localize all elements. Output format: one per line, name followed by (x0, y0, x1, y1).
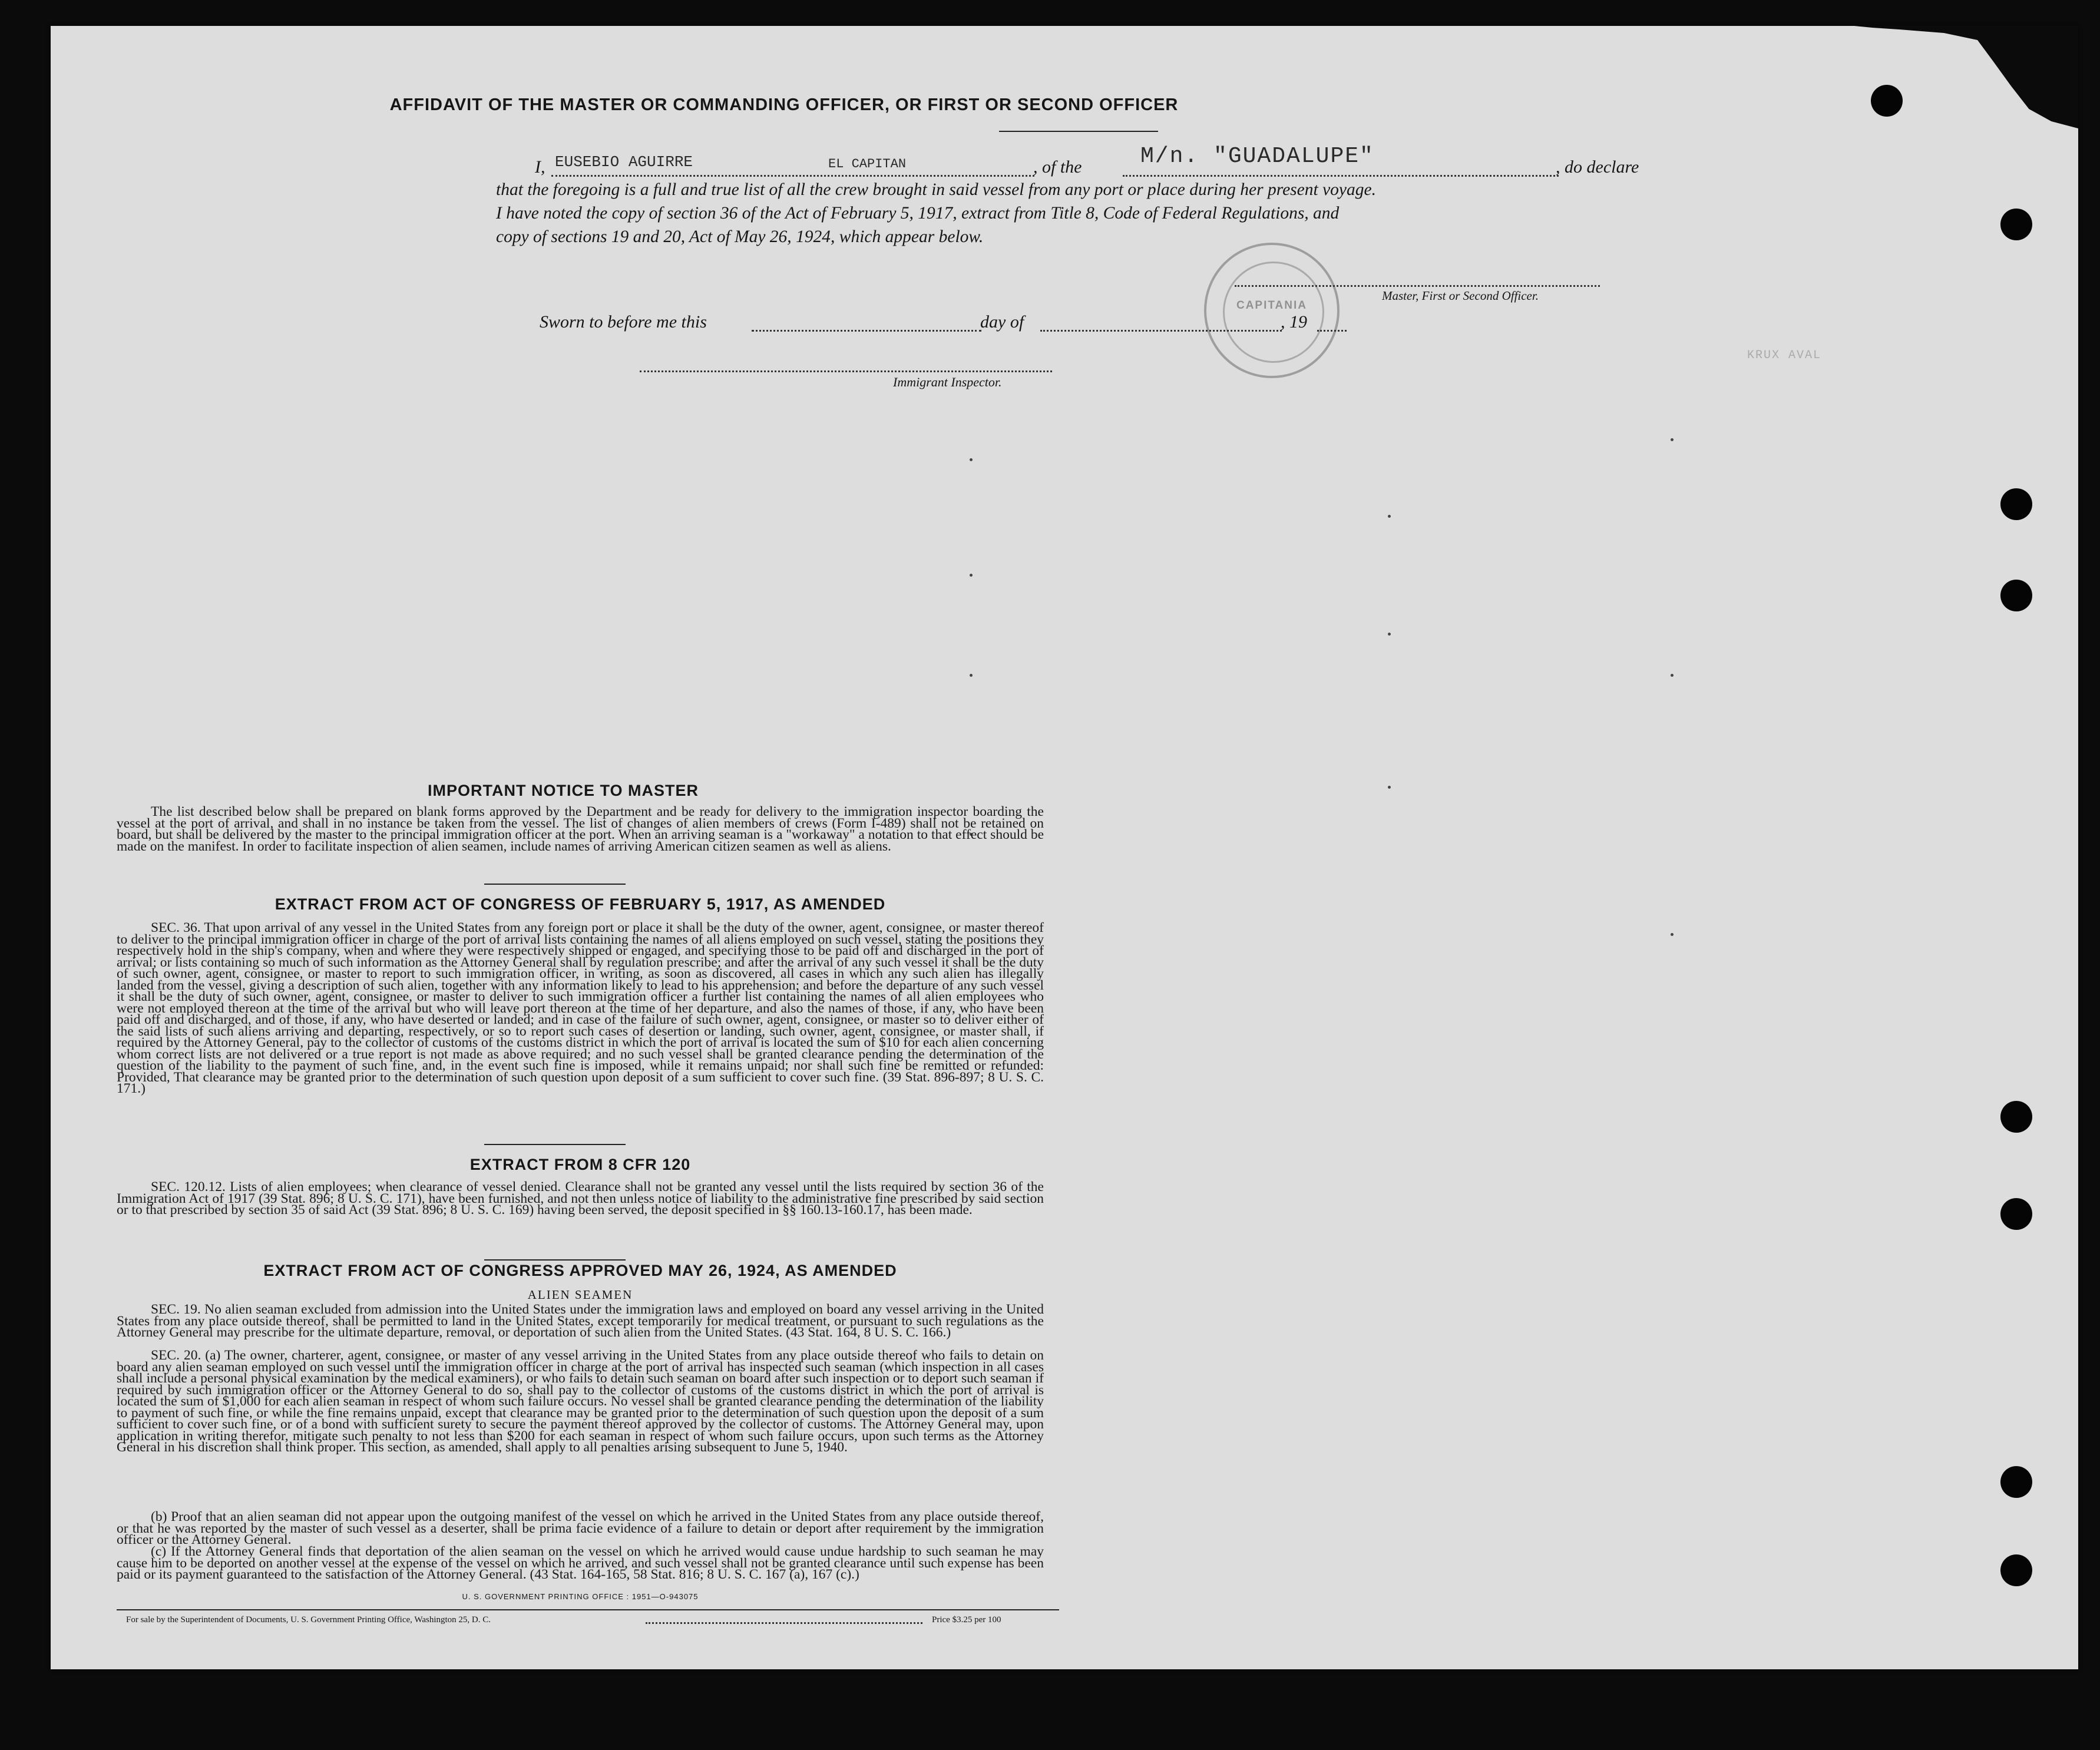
alien-seamen-subtitle: ALIEN SEAMEN (527, 1288, 633, 1302)
punch-hole (2000, 580, 2032, 611)
affidavit-line2: that the foregoing is a full and true list of all the crew brought in said vessel from any port or place during her present voyage. (496, 180, 1376, 199)
extract-1917-text: SEC. 36. That upon arrival of any vessel in the United States from any foreign port or place it shall be the duty of the owner, agent, consignee, or master thereof to deliver to the principal immigration officer in charge of the port of arrival lists containing the names of all aliens employed on such vessel, stating the positions they respectively hold in the ship's company, when and where they were respectively shipped or engaged, and specifying those to be paid off and discharged in the port of arrival; or lists containing so much of such information as the Attorney General shall by regulation prescribe; and after the arrival of any such vessel it shall be the duty of such owner, agent, consignee, or master to report to such immigration officer, in writing, as soon as discovered, all cases in which any such alien has illegally landed from the vessel, giving a description of such alien, together with any information likely to lead to his apprehension; and before the departure of any such vessel it shall be the duty of such owner, agent, consignee, or master to deliver to such immigration officer a further list containing the names of all alien employees who were not employed thereon at the time of the arrival but who will leave port thereon at the time of her departure, and also the names of those, if any, who have been paid off and discharged, and of those, if any, who have deserted or landed; and in case of the failure of such owner, agent, consignee, or master so to deliver either of the said lists of such aliens arriving and departing, respectively, or so to report such cases of desertion or landing, such owner, agent, consignee, or master shall, if required by the Attorney General, pay to the collector of customs of the customs district in which the port of arrival is located the sum of $10 for each alien concerning whom correct lists are not delivered or a true report is not made as above required; and no such vessel shall be granted clearance pending the determination of the question of the liability to the payment of such fine, and, in the event such fine is imposed, while it remains unpaid; nor shall such fine be remitted or refunded: Provided, That clearance may be granted prior to the determination of such question upon deposit of a sum sufficient to cover such fine. (39 Stat. 896-897; 8 U. S. C. 171.) (117, 920, 1044, 1096)
dot-mark (970, 458, 973, 461)
year-line (1317, 330, 1347, 332)
master-label: Master, First or Second Officer. (1382, 289, 1539, 303)
name-line (551, 175, 1034, 177)
notice-text: The list described below shall be prepared on blank forms approved by the Department and be ready for delivery to the immigration inspector boarding the vessel at the port of arrival, and shall in no instance be taken from the vessel. The list of changes of alien members of crews (Form I-489) shall not be retained on board, but shall be delivered by the master to the principal immigration officer at the port. When an arriving seaman is a "workaway" a notation to that effect should be made on the manifest. In order to facilitate inspection of alien seamen, include names of arriving American citizen seamen as well as aliens. (117, 804, 1044, 854)
dot-mark (1671, 933, 1674, 936)
affidavit-title: AFFIDAVIT OF THE MASTER OR COMMANDING OFFICER, OR FIRST OR SECOND OFFICER (389, 95, 1179, 114)
inspector-label: Immigrant Inspector. (893, 375, 1002, 389)
dot-mark (1388, 633, 1391, 636)
punch-hole (2000, 1101, 2032, 1133)
dot-mark (1388, 786, 1391, 789)
affidavit-line3: I have noted the copy of section 36 of the Act of February 5, 1917, extract from Title 8, Code of Federal Regulations, and (496, 204, 1340, 223)
vessel-line (1123, 175, 1559, 177)
document-page (51, 26, 2078, 1669)
inspector-signature-line (640, 370, 1052, 372)
printing-office-note: U. S. GOVERNMENT PRINTING OFFICE : 1951—O-943075 (462, 1592, 699, 1601)
affidavit-line1-prefix: I, (535, 157, 545, 177)
sec-19-text: SEC. 19. No alien seaman excluded from admission into the United States under the immigration laws and employed on board any vessel arriving in the United States from any place outside thereof, shall be permitted to land in the United States, except temporarily for medical treatment, or pursuant to such regulations as the Attorney General may prescribe for the ultimate departure, removal, or deportation of such alien from the United States. (43 Stat. 164, 8 U. S. C. 166.) (117, 1302, 1044, 1340)
master-rank-value: EL CAPITAN (828, 157, 907, 171)
punch-hole (1871, 85, 1903, 117)
sworn-label: Sworn to before me this (540, 312, 707, 332)
notice-title: IMPORTANT NOTICE TO MASTER (428, 782, 699, 799)
dot-mark (970, 674, 973, 677)
sec-20b-text: (b) Proof that an alien seaman did not appear upon the outgoing manifest of the vessel on which he arrived in the United States from any place outside thereof, or that he was reported by the master of such vessel as a deserter, shall be prima facie evidence of a failure to detain or deport after requirement by the immigration officer or the Attorney General. (117, 1509, 1044, 1547)
official-seal-stamp (1204, 243, 1340, 378)
punch-hole (2000, 209, 2032, 240)
stamp-text: CAPITANIA (1236, 299, 1308, 312)
master-name-value: EUSEBIO AGUIRRE (555, 153, 693, 171)
punch-hole (2000, 1466, 2032, 1498)
affidavit-line4: copy of sections 19 and 20, Act of May 26, 1924, which appear below. (496, 227, 984, 246)
extract-1917-rule (484, 1144, 626, 1145)
extract-cfr-rule (484, 1259, 626, 1261)
notice-rule (484, 884, 626, 885)
master-signature-line (1235, 285, 1600, 287)
extract-1924-title: EXTRACT FROM ACT OF CONGRESS APPROVED MAY 26, 1924, AS AMENDED (263, 1262, 897, 1279)
extract-cfr-title: EXTRACT FROM 8 CFR 120 (469, 1156, 691, 1173)
punch-hole (2000, 1554, 2032, 1586)
dot-mark (970, 574, 973, 577)
title-rule (999, 131, 1158, 132)
vessel-name-value: M/n. "GUADALUPE" (1140, 144, 1374, 169)
punch-hole (2000, 1198, 2032, 1230)
dot-mark (1671, 674, 1674, 677)
extract-cfr-text: SEC. 120.12. Lists of alien employees; when clearance of vessel denied. Clearance shall not be granted any vessel until the lists required by section 36 of the Immigration Act of 1917 (39 Stat. 896; 8 U. S. C. 171), have been furnished, and not then unless notice of liability to the administrative fine prescribed by said section or to that prescribed by section 35 of said Act (39 Stat. 896; 8 U. S. C. 169) having been served, the deposit specified in §§ 160.13-160.17, has been made. (117, 1179, 1044, 1218)
punch-hole (2000, 488, 2032, 520)
sec-20c-text: (c) If the Attorney General finds that deportation of the alien seaman on the vessel on which he arrived would cause undue hardship to such seaman he may cause him to be deported on another vessel at the expense of the vessel on which he arrived, and such vessel shall not be granted clearance until such expense has been paid or its payment guaranteed to the satisfaction of the Attorney General. (43 Stat. 164-165, 58 Stat. 816; 8 U. S. C. 167 (a), 167 (c).) (117, 1544, 1044, 1582)
sworn-month-line (1040, 330, 1282, 332)
footer-rule (117, 1609, 1059, 1610)
footer-dot-leader (646, 1622, 922, 1624)
extract-1917-title: EXTRACT FROM ACT OF CONGRESS OF FEBRUARY 5, 1917, AS AMENDED (275, 895, 886, 913)
dot-mark (1388, 515, 1391, 518)
faint-right-header: KRUX AVAL (1747, 349, 1822, 362)
dot-mark (1671, 438, 1674, 441)
sec-20a-text: SEC. 20. (a) The owner, charterer, agent, consignee, or master of any vessel arriving in the United States from any place outside thereof who fails to detain on board any alien seaman employed on such vessel until the immigration officer in charge at the port of arrival has inspected such seaman (which inspection in all cases shall include a personal physical examination by the medical examiners), or who fails to detain such seaman on board after such inspection or to deport such seaman if required by such immigration officer or the Attorney General to do so, shall pay to the collector of customs of the customs district in which the port of arrival is located the sum of $1,000 for each alien seaman in respect of whom such failure occurs. No vessel shall be granted clearance pending the determination of the liability to payment of such fine, or while the fine remains unpaid, except that clearance may be granted prior to the determination of such question upon the deposit of a sum sufficient to cover such fine, or of a bond with sufficient surety to secure the payment thereof approved by the collector of customs. The Attorney General may, upon application in writing therefor, mitigate such penalty to not less than $200 for each seaman in respect of whom such failure occurs, upon such terms as the Attorney General in his discretion shall think proper. This section, as amended, shall apply to all penalties arising subsequent to June 5, 1940. (117, 1348, 1044, 1455)
day-of-label: day of (980, 312, 1024, 332)
footer-price: Price $3.25 per 100 (932, 1615, 1001, 1625)
sworn-day-line (752, 330, 981, 332)
of-the-label: , of the (1033, 157, 1082, 177)
do-declare-label: , do declare (1556, 157, 1639, 177)
year-label: , 19 (1281, 312, 1307, 332)
footer-sale-text: For sale by the Superintendent of Documents, U. S. Government Printing Office, Washington 25, D. C. (126, 1615, 491, 1625)
